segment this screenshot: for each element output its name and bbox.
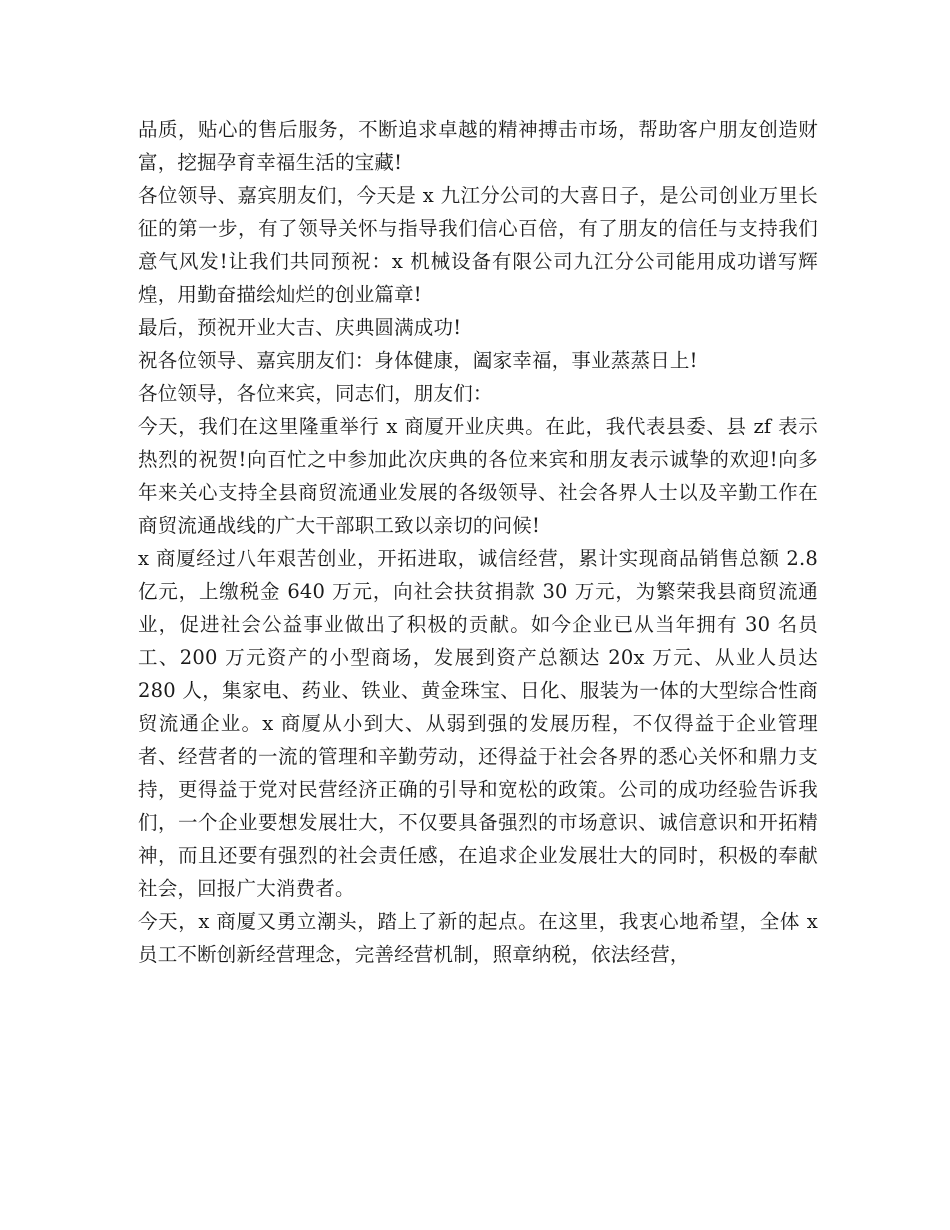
paragraph-5: 各位领导，各位来宾，同志们，朋友们： (138, 382, 493, 405)
paragraph-2: 各位领导、嘉宾朋友们，今天是 x 九江分公司的大喜日子，是公司创业万里长征的第一步，有了领导关怀与指导我们信心百倍，有了朋友的信任与支持我们意气风发!让我们共同预祝：x 机械设备有限公司九江分公司能用成功谱写辉煌，用勤奋描绘灿烂的创业篇章! (138, 184, 818, 306)
paragraph-8: 今天，x 商厦又勇立潮头，踏上了新的起点。在这里，我衷心地希望，全体 x 员工不断创新经营理念，完善经营机制，照章纳税，依法经营， (138, 910, 818, 966)
paragraph-7: x 商厦经过八年艰苦创业，开拓进取，诚信经营，累计实现商品销售总额 2.8 亿元，上缴税金 640 万元，向社会扶贫捐款 30 万元，为繁荣我县商贸流通业，促进社会公益事业做出了积极的贡献。如今企业已从当年拥有 30 名员工、200 万元资产的小型商场，发展到资产总额达 20x 万元、从业人员达 280 人，集家电、药业、铁业、黄金珠宝、日化、服装为一体的大型综合性商贸流通企业。x 商厦从小到大、从弱到强的发展历程，不仅得益于企业管理者、经营者的一流的管理和辛勤劳动，还得益于社会各界的悉心关怀和鼎力支持，更得益于党对民营经济正确的引导和宽松的政策。公司的成功经验告诉我们，一个企业要想发展壮大，不仅要具备强烈的市场意识、诚信意识和开拓精神，而且还要有强烈的社会责任感，在追求企业发展壮大的同时，积极的奉献社会，回报广大消费者。 (138, 547, 818, 900)
paragraph-4: 祝各位领导、嘉宾朋友们：身体健康，阖家幸福，事业蒸蒸日上! (138, 349, 698, 372)
paragraph-3: 最后，预祝开业大吉、庆典圆满成功! (138, 316, 462, 339)
paragraph-6: 今天，我们在这里隆重举行 x 商厦开业庆典。在此，我代表县委、县 zf 表示热烈的祝贺!向百忙之中参加此次庆典的各位来宾和朋友表示诚挚的欢迎!向多年来关心支持全县商贸流通业发展的各级领导、社会各界人士以及辛勤工作在商贸流通战线的广大干部职工致以亲切的问候! (138, 415, 818, 537)
paragraph-1: 品质，贴心的售后服务，不断追求卓越的精神搏击市场，帮助客户朋友创造财富，挖掘孕育幸福生活的宝藏! (138, 118, 818, 174)
document-body (138, 113, 818, 971)
